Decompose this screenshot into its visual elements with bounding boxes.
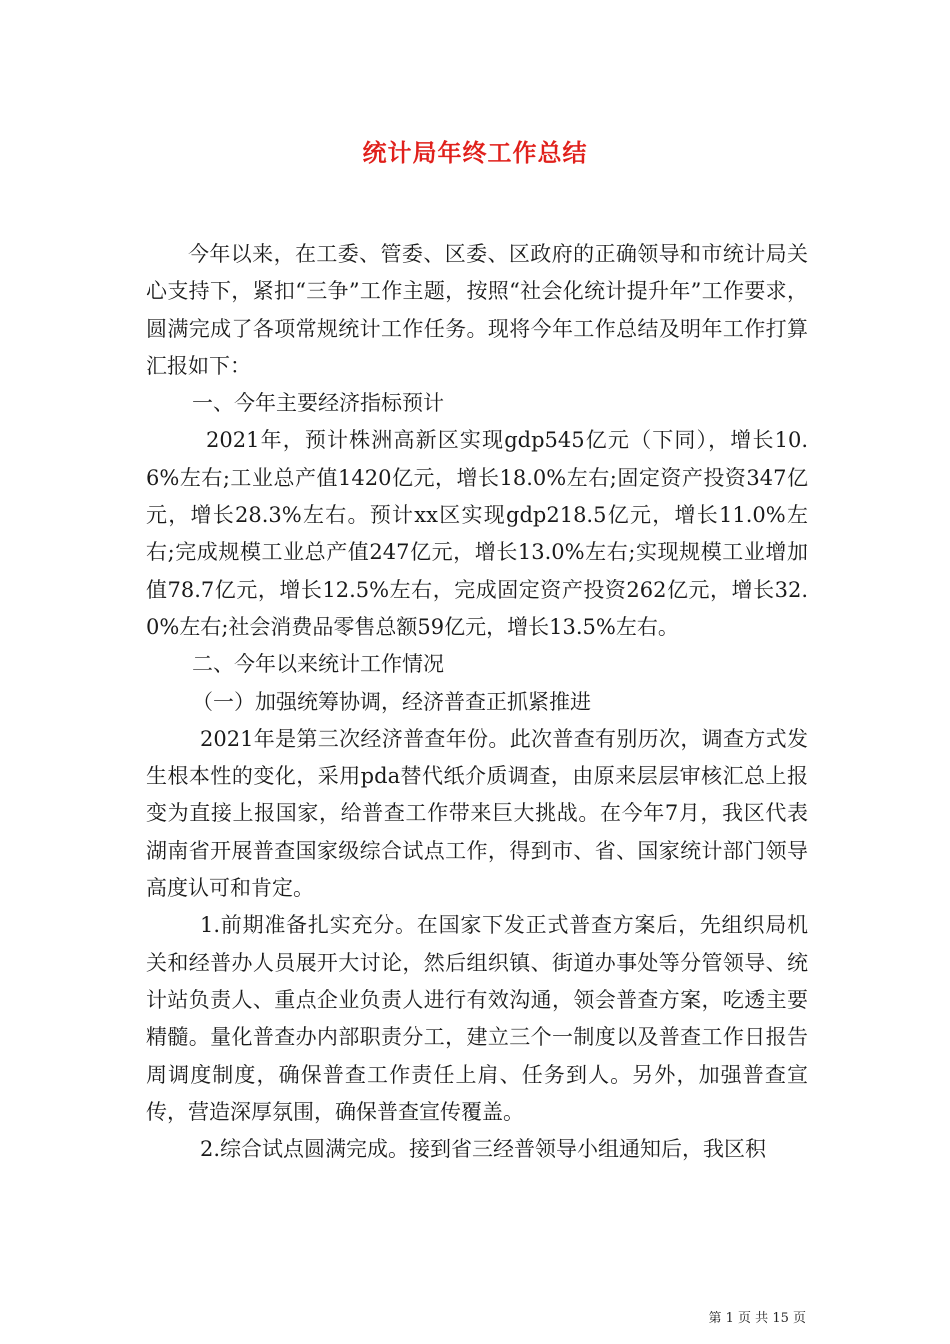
document-body <box>146 236 808 1168</box>
intro-paragraph: 今年以来，在工委、管委、区委、区政府的正确领导和市统计局关心支持下，紧扣“三争”工作主题，按照“社会化统计提升年”工作要求，圆满完成了各项常规统计工作任务。现将今年工作总结及明年工作打算汇报如下： <box>146 242 808 378</box>
census-paragraph: 2021年是第三次经济普查年份。此次普查有别历次，调查方式发生根本性的变化，采用pda替代纸介质调查，由原来层层审核汇总上报变为直接上报国家，给普查工作带来巨大挑战。在今年7月，我区代表湖南省开展普查国家级综合试点工作，得到市、省、国家统计部门领导高度认可和肯定。 <box>146 726 808 901</box>
section-heading-2: 二、今年以来统计工作情况 <box>192 652 444 677</box>
pilot-paragraph: 2.综合试点圆满完成。接到省三经普领导小组通知后，我区积 <box>200 1137 767 1162</box>
document-title: 统计局年终工作总结 <box>362 138 588 167</box>
indicators-paragraph: 2021年，预计株洲高新区实现gdp545亿元（下同），增长10.6%左右;工业总产值1420亿元，增长18.0%左右;固定资产投资347亿元，增长28.3%左右。预计xx区实现gdp218.5亿元，增长11.0%左右;完成规模工业总产值247亿元，增长13.0%左右;实现规模工业增加值78.7亿元，增长12.5%左右，完成固定资产投资262亿元，增长32.0%左右;社会消费品零售总额59亿元，增长13.5%左右。 <box>146 428 808 639</box>
section-heading-1: 一、今年主要经济指标预计 <box>192 391 444 416</box>
page-number: 第 1 页 共 15 页 <box>708 1311 806 1326</box>
preparation-paragraph: 1.前期准备扎实充分。在国家下发正式普查方案后，先组织局机关和经普办人员展开大讨论，然后组织镇、街道办事处等分管领导、统计站负责人、重点企业负责人进行有效沟通，领会普查方案，吃透主要精髓。量化普查办内部职责分工，建立三个一制度以及普查工作日报告周调度制度，确保普查工作责任上肩、任务到人。另外，加强普查宣传，营造深厚氛围，确保普查宣传覆盖。 <box>146 913 808 1124</box>
subsection-heading-1: （一）加强统筹协调，经济普查正抓紧推进 <box>192 689 591 714</box>
